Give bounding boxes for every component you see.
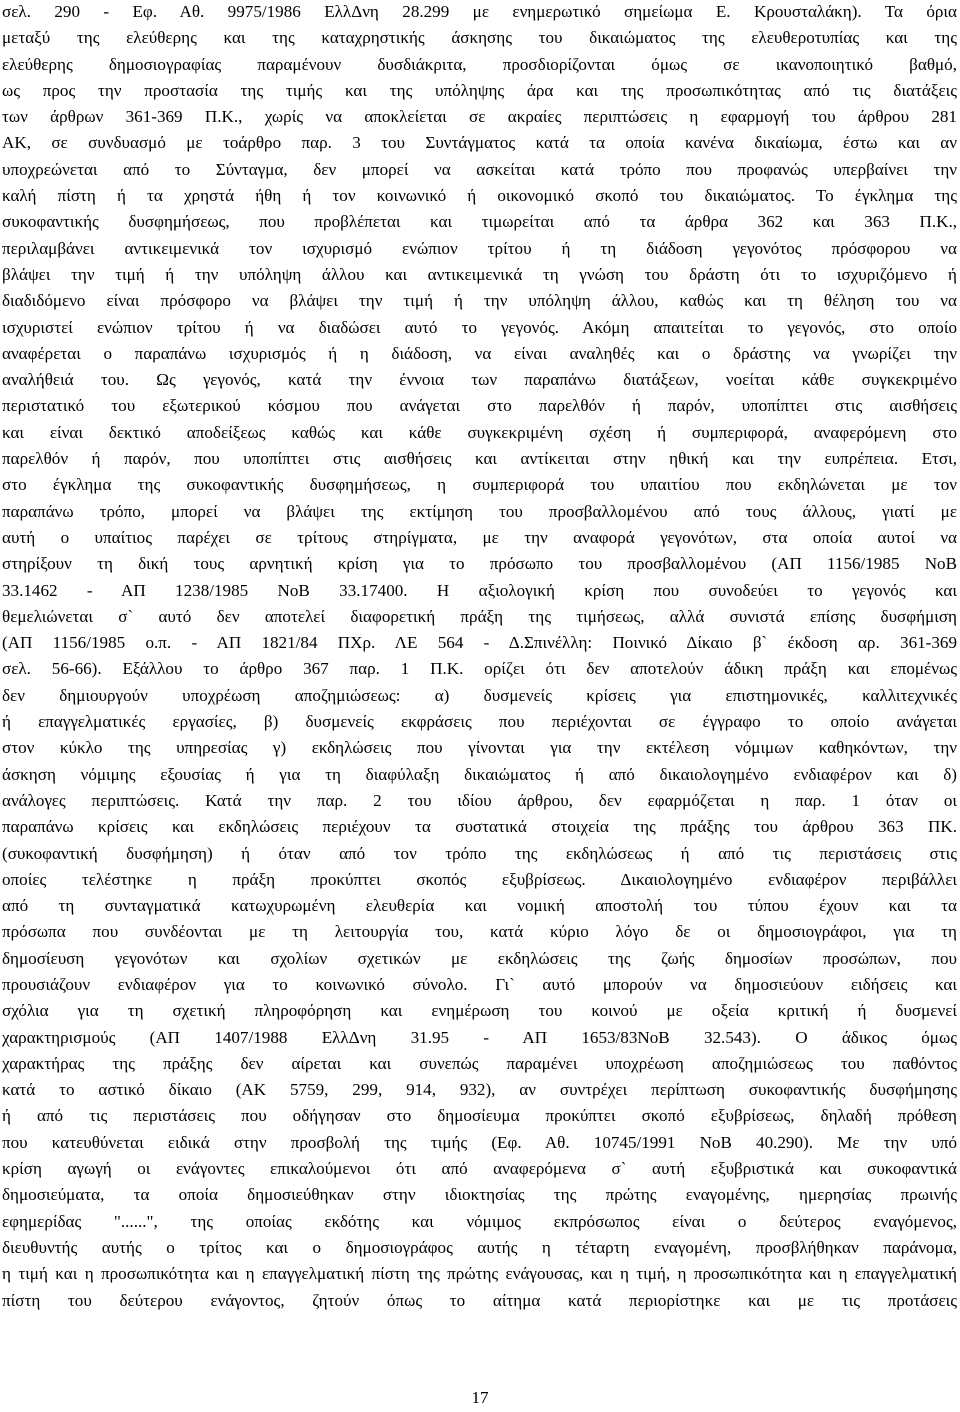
text-line: στο έγκλημα της συκοφαντικής δυσφημήσεως, η συμπεριφορά του υπαιτίου που εκδηλώνεται με τον — [2, 475, 957, 495]
text-line: ανάλογες περιπτώσεις. Κατά την παρ. 2 του ιδίου άρθρου, δεν εφαρμόζεται η παρ. 1 όταν οι — [2, 790, 957, 810]
text-line: δεν δημιουργούν υποχρέωση αποζημιώσεως: α) δυσμενείς κρίσεις για επιστημονικές, καλλιτεχνικές — [2, 685, 957, 705]
text-line: (συκοφαντική δυσφήμηση) ή όταν από τον τρόπο της εκδηλώσεως ή από τις περιστάσεις στις — [2, 843, 957, 863]
text-line: χαρακτήρας της πράξης δεν αίρεται και συνεπώς παραμένει υποχρέωση αποζημιώσεως του παθόντος — [2, 1053, 957, 1073]
text-line: πρόσωπα που συνδέονται με τη λειτουργία του, κατά κύριο λόγο δε οι δημοσιογράφοι, για τη — [2, 922, 957, 942]
text-line: ΑΚ, σε συνδυασμό με τοάρθρο παρ. 3 του Συντάγματος κατά τα οποία κανένα δικαίωμα, έστω και αν — [2, 133, 957, 153]
text-line: δημοσιεύματα, τα οποία δημοσιεύθηκαν στην ιδιοκτησίας της πρώτης εναγομένης, ημερησίας πρωινής — [2, 1185, 957, 1205]
text-line: η τιμή και η προσωπικότητα και η επαγγελματική πίστη της πρώτης ενάγουσας, και η τιμή, η προσωπικότητα και η επαγγελματική — [2, 1264, 957, 1284]
text-line: 33.1462 - ΑΠ 1238/1985 ΝοΒ 33.17400. Η αξιολογική κρίση που συνοδεύει το γεγονός και — [2, 580, 957, 600]
text-line: προυσιάζουν ενδιαφέρον για το κοινωνικό σύνολο. Γι` αυτό μπορούν να δημοσιεύουν ειδήσεις και — [2, 974, 957, 994]
text-line: από τη συνταγματικά κατωχυρωμένη ελευθερία και νομική αποστολή του τύπου έχουν και τα — [2, 896, 957, 916]
text-line: αναλήθειά του. Ως γεγονός, κατά την έννοια των παραπάνω διατάξεων, νοείται κάθε συγκεκριμένο — [2, 370, 957, 390]
text-line: κρίση αγωγή οι ενάγοντες επικαλούμενοι ότι από αναφερόμενα σ` αυτή εξυβριστικά και συκοφαντικά — [2, 1159, 957, 1179]
text-line: των άρθρων 361-369 Π.Κ., χωρίς να αποκλείεται σε ακραίες περιπτώσεις η εφαρμογή του άρθρου 281 — [2, 107, 957, 127]
text-line: που κατευθύνεται ειδικά στην προσβολή της τιμής (Εφ. Αθ. 10745/1991 ΝοΒ 40.290). Με την υπό — [2, 1132, 957, 1152]
text-line: αναφέρεται ο παραπάνω ισχυρισμός ή η διάδοση, να είναι αναληθές και ο δράστης να γνωρίζει την — [2, 343, 957, 363]
text-line: δημοσίευση γεγονότων και σχολίων σχετικών με εκδηλώσεις της ζωής δημοσίων προσώπων, που — [2, 948, 957, 968]
text-line: και είναι δεκτικό αποδείξεως καθώς και κάθε συγκεκριμένη σχέση ή συμπεριφορά, αναφερόμενη στο — [2, 422, 957, 442]
text-line: ως προς την προστασία της τιμής και της υπόληψης άρα και της προσωπικότητας από τις διατάξεις — [2, 80, 957, 100]
text-line: χαρακτηρισμούς (ΑΠ 1407/1988 ΕλλΔνη 31.95 - ΑΠ 1653/83ΝοΒ 32.543). Ο άδικος όμως — [2, 1027, 957, 1047]
text-line: μεταξύ της ελεύθερης και της καταχρηστικής άσκησης του δικαιώματος της ελευθεροτυπίας και της — [2, 28, 957, 48]
text-line: παρελθόν ή παρόν, που υποπίπτει στις αισθήσεις και αντίκειται στην ηθική και την ευπρέπεια. Ετσι, — [2, 449, 957, 469]
text-line: περιστατικό του εξωτερικού κόσμου που ανάγεται στο παρελθόν ή παρόν, υποπίπτει στις αισθήσεις — [2, 396, 957, 416]
text-line: καλή πίστη ή τα χρηστά ήθη ή τον κοινωνικό ή οικονομικό σκοπό του δικαιώματος. Το έγκλημα της — [2, 186, 957, 206]
text-line: στηρίξουν τη δική τους αρνητική κρίση για το πρόσωπο του προσβαλλομένου (ΑΠ 1156/1985 ΝοΒ — [2, 554, 957, 574]
text-line: σελ. 290 - Εφ. Αθ. 9975/1986 ΕλλΔνη 28.299 με ενημερωτικό σημείωμα Ε. Κρουσταλάκη). Τα όρια — [2, 2, 957, 21]
text-line: περιλαμβάνει αντικειμενικά τον ισχυρισμό ενώπιον τρίτου ή τη διάδοση γεγονότος πρόσφορου να — [2, 238, 957, 258]
text-line: στον κύκλο της υπηρεσίας γ) εκδηλώσεις που γίνονται για την εκτέλεση νόμιμων καθηκόντων, την — [2, 738, 957, 758]
text-line: σχόλια για τη σχετική πληροφόρηση και ενημέρωση του κοινού με οξεία κριτική ή δυσμενεί — [2, 1001, 957, 1021]
text-line: παραπάνω τρόπο, μπορεί να βλάψει της εκτίμηση του προσβαλλομένου από τους άλλους, γιατί με — [2, 501, 957, 521]
text-line: παραπάνω κρίσεις και εκδηλώσεις περιέχουν τα συστατικά στοιχεία της πράξης του άρθρου 363 ΠΚ. — [2, 817, 957, 837]
text-line: υποχρεώνεται από το Σύνταγμα, δεν μπορεί να ασκείται κατά τρόπο που προφανώς υπερβαίνει την — [2, 159, 957, 179]
text-line: (ΑΠ 1156/1985 ο.π. - ΑΠ 1821/84 ΠΧρ. ΛΕ 564 - Δ.Σπινέλλη: Ποινικό Δίκαιο β` έκδοση αρ. 361-369 — [2, 633, 957, 653]
document-body — [2, 0, 957, 1314]
text-line: βλάψει την τιμή ή την υπόληψη άλλου και αντικειμενικά τη γνώση του δράστη ότι το ισχυριζόμενο ή — [2, 264, 957, 284]
text-line: ή από τις περιστάσεις που οδήγησαν στο δημοσίευμα προκύπτει σκοπό εξυβρίσεως, δηλαδή πρόθεση — [2, 1106, 957, 1126]
text-line: σελ. 56-66). Εξάλλου το άρθρο 367 παρ. 1 Π.Κ. ορίζει ότι δεν αποτελούν άδικη πράξη και επομένως — [2, 659, 957, 679]
text-line: οποίες τελέστηκε η πράξη προκύπτει σκοπός εξυβρίσεως. Δικαιολογημένο ενδιαφέρον περιβάλλει — [2, 869, 957, 889]
text-line: αυτή ο υπαίτιος παρέχει σε τρίτους στηρίγματα, με την αναφορά γεγονότων, στα οποία αυτοί να — [2, 527, 957, 547]
text-line: συκοφαντικής δυσφημήσεως, που προβλέπεται και τιμωρείται από τα άρθρα 362 και 363 Π.Κ., — [2, 212, 957, 232]
page-number: 17 — [471, 1388, 489, 1407]
text-line: ισχυριστεί ενώπιον τρίτου ή να διαδώσει αυτό το γεγονός. Ακόμη απαιτείται το γεγονός, στο οποίο — [2, 317, 957, 337]
text-line: ή επαγγελματικές εργασίες, β) δυσμενείς εκφράσεις που περιέχονται σε έγγραφο το οποίο ανάγεται — [2, 712, 957, 732]
text-line: θεμελιώνεται σ` αυτό δεν αποτελεί διαφορετική πράξη της τιμήσεως, αλλά συνιστά επίσης δυσφήμιση — [2, 606, 957, 626]
text-line: ελεύθερης δημοσιογραφίας παραμένουν δυσδιάκριτα, προσδιορίζονται όμως σε ικανοποιητικό βαθμό, — [2, 54, 957, 74]
text-line: εφημερίδας "......", της οποίας εκδότης και νόμιμος εκπρόσωπος είναι ο δεύτερος εναγόμενος, — [2, 1211, 957, 1231]
text-line: διευθυντής αυτής ο τρίτος και ο δημοσιογράφος αυτής η τέταρτη εναγομένη, προσβλήθηκαν παράνομα, — [2, 1237, 957, 1257]
text-line: άσκηση νόμιμης εξουσίας ή για τη διαφύλαξη δικαιώματος ή από δικαιολογημένο ενδιαφέρον και δ) — [2, 764, 957, 784]
text-line: διαδιδόμενο είναι πρόσφορο να βλάψει την τιμή ή την υπόληψη άλλου, καθώς και τη θέληση του να — [2, 291, 957, 311]
text-line: κατά το αστικό δίκαιο (ΑΚ 5759, 299, 914, 932), αν συντρέχει περίπτωση συκοφαντικής δυσφήμησης — [2, 1080, 957, 1100]
text-line: πίστη του δεύτερου ενάγοντος, ζητούν όπως το αίτημα κατά περιορίστηκε και με τις προτάσεις — [2, 1290, 957, 1310]
